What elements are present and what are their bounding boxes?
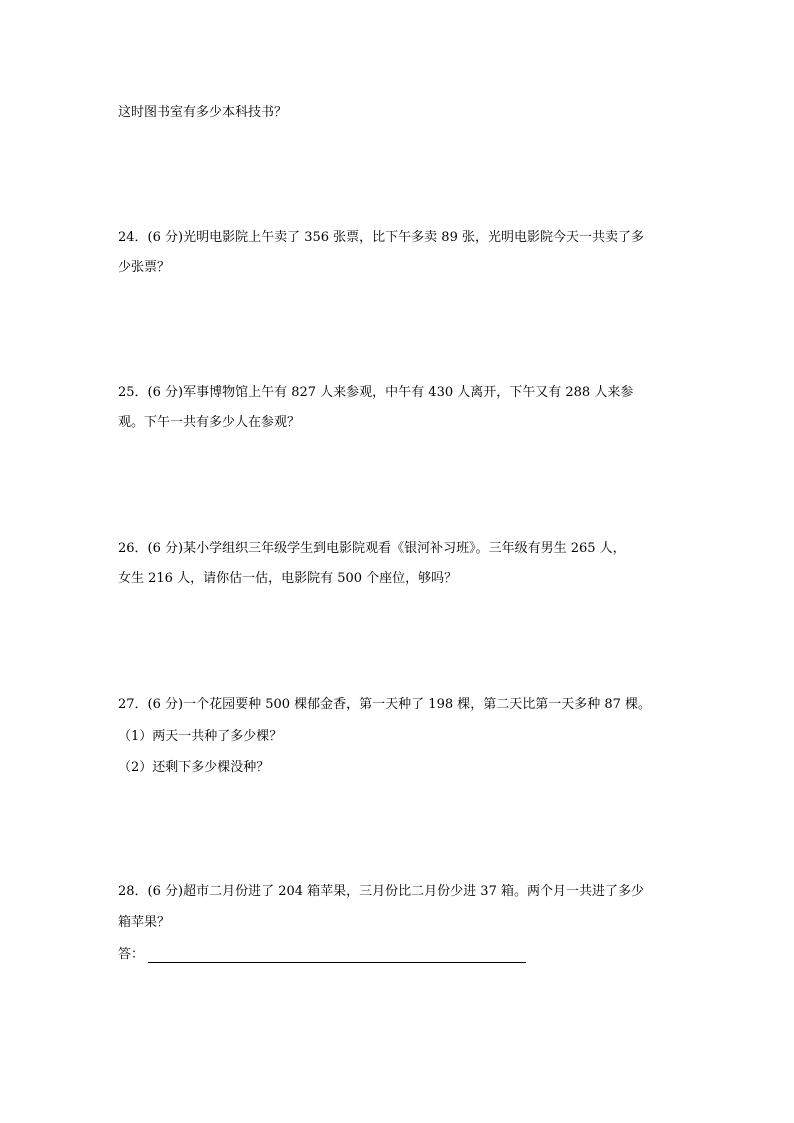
question-25-line-2: 观。下午一共有多少人在参观？ — [118, 415, 301, 430]
question-26-line-1: 26．(6 分)某小学组织三年级学生到电影院观看《银河补习班》。三年级有男生 265 人， — [118, 541, 626, 556]
answer-blank-line[interactable] — [148, 962, 526, 963]
question-23-tail: 这时图书室有多少本科技书？ — [118, 105, 288, 120]
question-28-line-2: 箱苹果？ — [118, 915, 171, 930]
question-24-line-1: 24．(6 分)光明电影院上午卖了 356 张票，比下午多卖 89 张，光明电影院今天一共卖了多 — [118, 230, 644, 245]
question-27-sub-1: （1）两天一共种了多少棵？ — [118, 729, 283, 744]
question-27-sub-2: （2）还剩下多少棵没种？ — [118, 760, 270, 775]
question-26-line-2: 女生 216 人，请你估一估，电影院有 500 个座位，够吗？ — [118, 571, 458, 586]
answer-label: 答： — [118, 947, 145, 962]
question-28-line-1: 28．(6 分)超市二月份进了 204 箱苹果，三月份比二月份少进 37 箱。两个月一共进了多少 — [118, 884, 644, 899]
question-24-line-2: 少张票？ — [118, 260, 171, 275]
question-25-line-1: 25．(6 分)军事博物馆上午有 827 人来参观，中午有 430 人离开，下午又有 288 人来参 — [118, 385, 634, 400]
question-27-line-1: 27．(6 分)一个花园要种 500 棵郁金香，第一天种了 198 棵，第二天比第一天多种 87 棵。 — [118, 697, 652, 712]
